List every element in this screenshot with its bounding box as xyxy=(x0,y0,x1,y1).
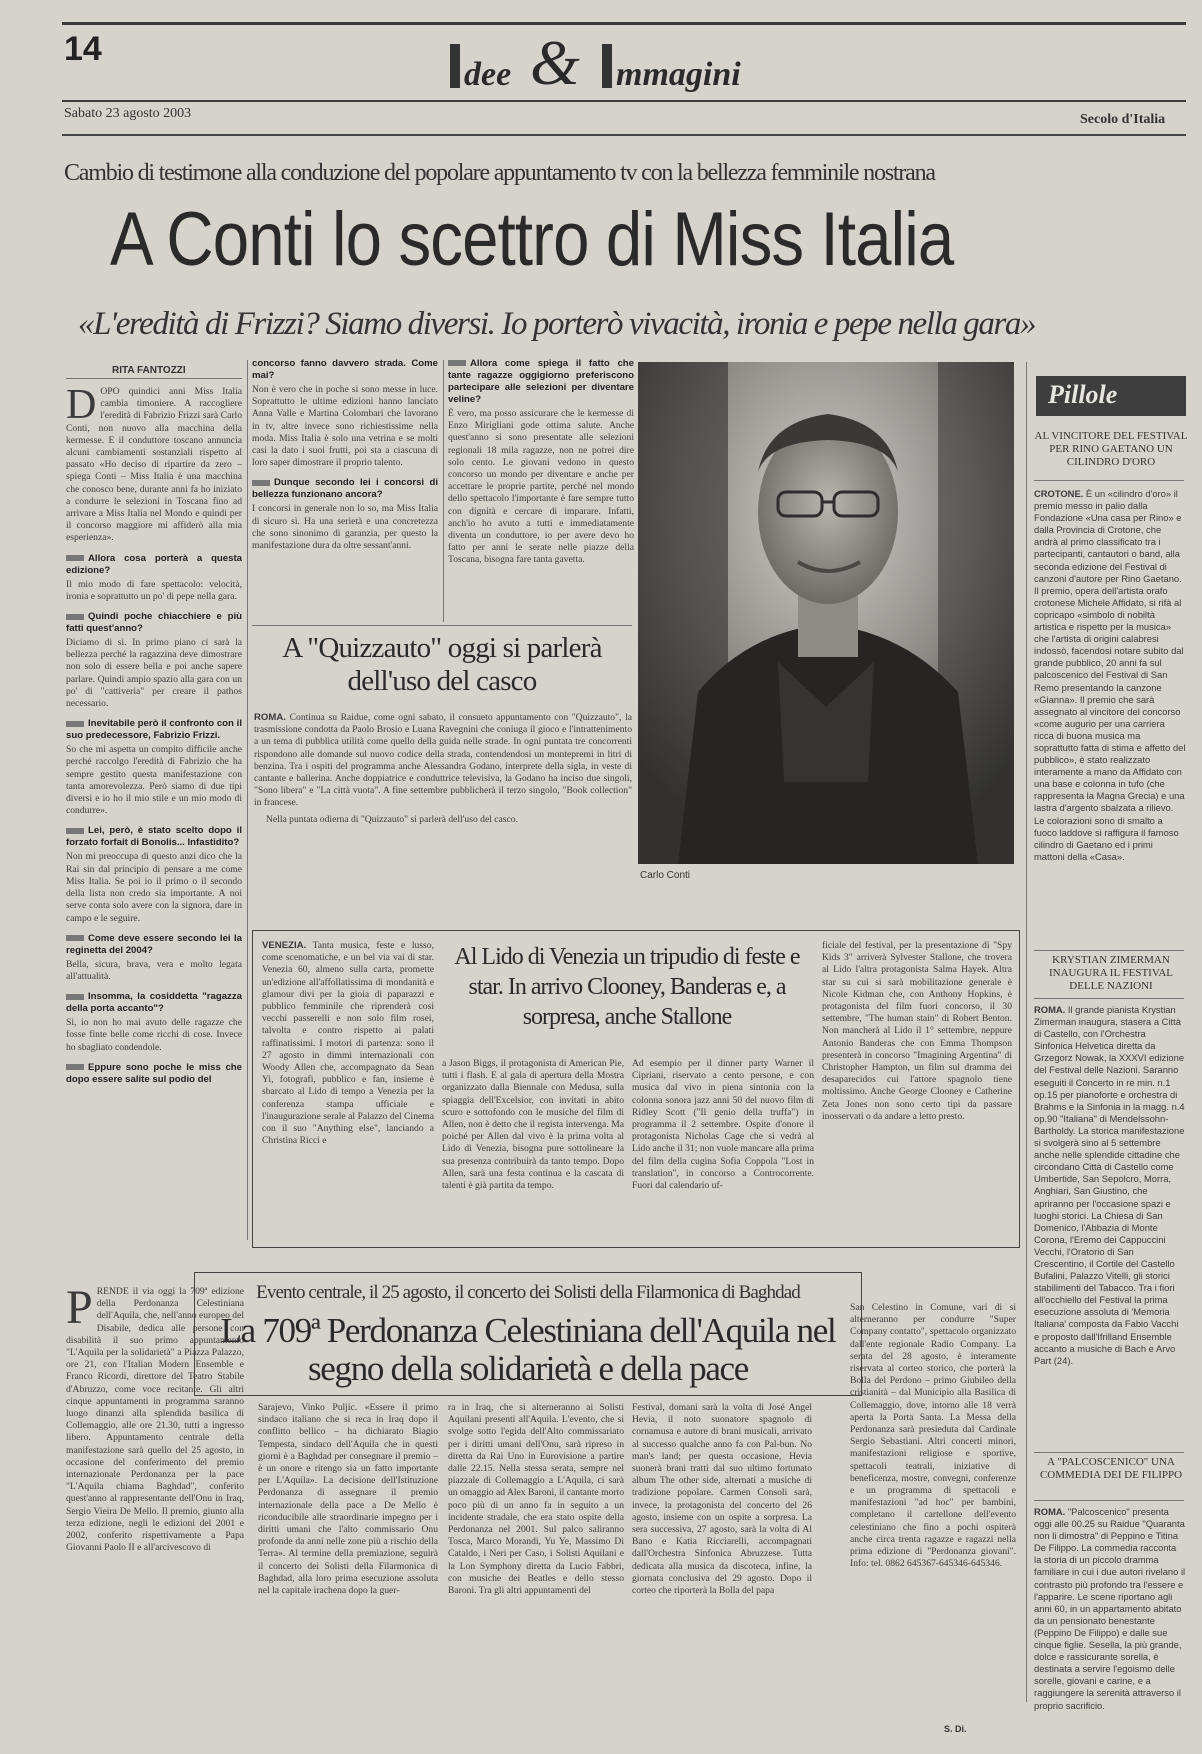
interview-col1 xyxy=(66,386,242,1246)
quizzauto-top-rule xyxy=(252,625,632,626)
perdonanza-col5: San Celestino in Comune, vari di si alterneranno per condurre "Super Company contatto", spettacolo organizzato dall'ente regionale Radio Company. La serata del 28 agosto, è interamente riservata al corteo storico, che porterà la Bolla del Perdono – primo Giubileo della cristianità – dal Municipio alla Basilica di Collemaggio, dove, intorno alle 18 verrà aperta la Porta Santa. La Messa della Perdonanza sarà presieduta dal Cardinale Sergio Sebastiani. Altri concerti minori, manifestazioni religiose e sportive, spettacoli teatrali, iniziative di beneficenza, mostre, convegni, conferenze e un programma di spettacoli e manifestazioni "ad hoc" per bambini, completano il cartellone dell'evento celestiniano che fino a pochi ospiterà anche circa trenta ragazze e ragazzi nella prima edizione di "Perdonanza giovani". Info: tel. 0862 645367-645346-645346. xyxy=(850,1302,1016,1570)
quizzauto-footer: Nella puntata odierna di "Quizzauto" si parlerà dell'uso del casco. xyxy=(266,813,518,825)
pillole-header xyxy=(1036,376,1186,416)
interview-col2 xyxy=(252,358,438,620)
pillola-title: AL VINCITORE DEL FESTIVAL PER RINO GAETANO UN CILINDRO D'ORO xyxy=(1034,430,1188,468)
venezia-col1: VENEZIA. Tanta musica, feste e lusso, come scenomatiche, e un bel via vai di star. Venezia 60, almeno sulla carta, promette un'edizione all'affollatissima di mondanità e glamour divi per la gioia di paparazzi e pubblico femminile che riprenderà cosi vecchi passerelli e non solo film rosei, talvolta e contro rispetto ai palati raffinatissimi. I motori di partenza: sono il 27 agosto in dimmi internazionali con Woody Allen che, accompagnato da Sean Yi, fotografi, pubblico e fan, insieme è sbarcato al Lido di tempo a Venezia per la conferenza stampa ufficiale e l'inaugurazione serale al Palazzo del Cinema con il suo "Anything else", lanciando a Christina Ricci e xyxy=(262,940,434,1147)
main-subheadline: «L'eredità di Frizzi? Siamo diversi. Io porterò vivacità, ironia e pepe nella gara» xyxy=(78,306,1036,342)
question: Lei, però, è stato scelto dopo il forzato forfait di Bonolis... Infastidito? xyxy=(66,825,242,849)
perdonanza-col4: Festival, domani sarà la volta di José Angel Hevia, il noto suonatore spagnolo di cornamusa e autore di brani musicali, arrivato al successo qualche anno fa con Pal-bun. No man's land; per questa occasione, Hevia suonerà brani tratti dal suo ultimo fortunato album The other side, alternati a musiche di tradizione popolare. Carmen Consoli sarà, invece, la protagonista del concerto del 26 agosto, insieme con un ospite a sorpresa. La sera successiva, 27 agosto, sarà la volta di Al Bano e Katia Ricciarelli, accompagnati dall'Orchestra Sinfonica Abruzzese. Tutta dedicata alla musica da discoteca, infine, la giornata conclusiva del 29 agosto. Dopo il corteo che riporterà la Bolla del papa xyxy=(632,1402,812,1597)
venezia-col2: a Jason Biggs, il protagonista di American Pie, tutti i flash. E al gala di apertura della Mostra organizzato dalla Biennale con Medusa, sulla spiaggia dell'Excelsior, con invitati in abito scuro e sottofondo con le musiche del film di Allen, non è detto che il regista intervenga. Ma poiché per Allen dal vivo è la prima volta al Lido di Venezia, bisogna pure sottolineare la sua presenza contribuirà da tanto tempo. Dopo Allen, sarà una festa continua e la cascata di talenti è già partita da tempo. xyxy=(442,1058,624,1192)
interview-lead: OPO quindici anni Miss Italia cambia timoniere. A raccogliere l'eredità di Fabrizio Frizzi sarà Carlo Conti, non nuovo alla macchina della kermesse. E il conduttore toscano annuncia alcuni cambiamenti sostanziali rispetto al passato «Ho deciso di ripartire da zero – spiega Conti – Miss Italia è una macchina che conosco bene, durante anni fa ho iniziato a condurre le selezioni in Toscana fino ad arrivare a Miss Italia nel Mondo e quindi per il concorso maggiore mi affiderò alla mia esperienza». xyxy=(66,386,242,544)
venezia-col3: Ad esempio per il dinner party Warner il Cipriani, riservato a cento persone, e con musica dal vivo in piena sintonia con la colonna sonora jazz anni 50 del nuovo film di Ridley Scott ("Il genio della truffa") in programma il 2 settembre. Ospite d'onore il protagonista Nicholas Cage che si vedrà al Lido anche il 31; non vuole mancare alla prima del film della cugina Sofia Coppola "Lost in translation", in concorso a Controcorrente. Fuori dal calendario uf- xyxy=(632,1058,814,1192)
pillole-label: Pillole xyxy=(1048,380,1118,409)
interview-col3 xyxy=(448,358,634,620)
byline: RITA FANTOZZI xyxy=(112,365,186,376)
main-headline: A Conti lo scettro di Miss Italia xyxy=(110,197,954,282)
perdonanza-kicker: Evento centrale, il 25 agosto, il concerto dei Solisti della Filarmonica di Baghdad xyxy=(256,1282,800,1303)
perdonanza-col1: P RENDE il via oggi la 709ª edizione della Perdonanza Celestiniana dell'Aquila, che, nell'anno europeo del Disabile, dedica alle persone con disabilità il suo primo appuntamento "L'Aquila per la solidarietà" a Piazza Palazzo, ore 21, con l'Italian Modern Ensemble e Franco Ricordi, direttore del Teatro Stabile d'Abruzzo, come voce recitante. Gli altri cinque appuntamenti in programma saranno luogo dinanzi alla splendida basilica di Collemaggio, alle ore 21.30, tutti a ingresso libero. Appuntamento centrale della manifestazione sarà quello del 25 agosto, in occasione del conferimento del premio internazionale Perdonanza per la pace "L'Aquila chiama Baghdad", conferito quest'anno al rappresentante dell'Onu in Iraq, Sergio Vieira De Mello. Il premio, giunto alla terza edizione, negli le edizioni del 2001 e 2002, conferito rispettivamente a Papa Giovanni Paolo II e all'arcivescovo di xyxy=(66,1286,244,1554)
portrait-illustration xyxy=(638,362,1014,864)
masthead-rule-2 xyxy=(62,134,1186,136)
byline-rule xyxy=(66,378,242,379)
col-divider xyxy=(247,360,248,1240)
venezia-col4: ficiale del festival, per la presentazione di "Spy Kids 3" arriverà Sylvester Stallone, che trovera al Lido l'altra protagonista Salma Hayek. Altra star su cui si sarà mobilitazione generale è Nicole Kidman che, con Anthony Hopkins, è protagonista del film fuori concorso, il 30 settembre, "The human stain" di Robert Benton. Non mancherà al Lido il 1° settembre, neppure Antonio Banderas che con Emma Thompson presenterà in concorso "Imagining Argentina" di Christopher Hampton, un film sul dramma dei desaparecidos cui l'attore spagnolo tiene moltissimo. Anche George Clooney e Catherine Zeta Jones non sono certo tipi da passare inosservati o da andare a letto presto. xyxy=(822,940,1012,1122)
section-bar-left xyxy=(450,44,460,88)
pillola-dateline: ROMA. xyxy=(1034,1506,1066,1517)
issue-date: Sabato 23 agosto 2003 xyxy=(64,106,192,121)
main-kicker: Cambio di testimone alla conduzione del popolare appuntamento tv con la bellezza femminile nostrana xyxy=(64,160,935,186)
answer: Non mi preoccupa di questo anzi dico che la Rai sin dal principio di pensare a me come Miss Italia. Se poi io il primo o il secondo della lista non credo sia importante. A noi serve conta solo avere con la signora, dare in campo e le seguire. xyxy=(66,851,242,924)
question: Dunque secondo lei i concorsi di bellezza funzionano ancora? xyxy=(252,477,438,501)
pillola-rule xyxy=(1034,480,1184,481)
perdonanza-col2: Sarajevo, Vinko Puljic. «Essere il primo sindaco italiano che si reca in Iraq dopo il conflitto bellico – ha dichiarato Biagio Tempesta, sindaco dell'Aquila che in questi giorni è a Baghdad per consegnare il premio – è un onore e ritengo sia un fatto importante per L'Aquila». La decisione dell'Istituzione Perdonanza di assegnare il premio internazionale della pace a De Mello è riconducibile alle straordinarie impegno per i diritti umani che l'alto commissario Onu profonde da anni nelle zone più a rischio della Terra». Al termine della premiazione, seguirà il concerto dei Solisti della Filarmonica di Baghdad, alla loro prima esecuzione assoluta nel la capitale irachena dopo la guer- xyxy=(258,1402,438,1597)
answer: Il mio modo di fare spettacolo: velocità, ironia e soprattutto un po' di pepe nella gara. xyxy=(66,578,242,602)
quizzauto-text: Continua su Raidue, come ogni sabato, il consueto appuntamento con "Quizzauto", la trasmissione condotta da Paolo Brosio e Luana Ravegnini che coniuga il gioco e l'intrattenimento a un tema di pubblica utilità come quello della guida nelle strade. In ogni puntata tre concorrenti rispondono alle domande sul nuovo codice della strada, contendendosi un montepremi in litri di benzina. Tra i ospiti del programma anche Alessandra Godano, interprete della sigla, in veste di cantante e ballerina. Anche doppiatrice e conduttrice televisiva, la Godano ha inciso due singoli, "Sono libera" e "La città vuota". A fine settembre pubblicherà il terzo singolo, "Book collection" in francese. xyxy=(254,712,632,809)
answer: So che mi aspetta un compito difficile anche perché raccolgo l'eredità di Fabrizio che ha sempre gestito questa manifestazione con tanta amorevolezza. Però siamo di due tipi diversi e io ho il mio stile e un mio modo di condurre». xyxy=(66,744,242,817)
dropcap-p: P xyxy=(66,1286,93,1334)
quizzauto-body xyxy=(254,712,632,852)
pillola-title: A "PALCOSCENICO" UNA COMMEDIA DEI DE FILIPPO xyxy=(1039,1456,1183,1481)
top-rule xyxy=(62,22,1186,25)
perdonanza-signature: S. Di. xyxy=(944,1724,967,1734)
answer: Diciamo di sì. In primo piano ci sarà la bellezza perché la ragazzina deve dimostrare non solo di essere bella e poi anche sapere parlare. Quindi ampio spazio alla gara con un po' di "cattiveria" per creare il pathos necessario. xyxy=(66,637,242,710)
question: Allora cosa porterà a questa edizione? xyxy=(66,552,242,576)
section-part1: dee xyxy=(464,56,512,93)
pillola-body xyxy=(1034,488,1186,946)
section-ampersand: & xyxy=(530,27,580,98)
pillola-rule xyxy=(1034,1452,1184,1453)
pillola-dateline: CROTONE. xyxy=(1034,488,1084,499)
pillola-rule xyxy=(1034,1500,1184,1501)
section-bar-right xyxy=(602,44,612,88)
sidebar-divider xyxy=(1026,362,1027,1702)
pillola-text: È un «cilindro d'oro» il premio messo in palio dalla Fondazione «Una casa per Rino» e dalla Provincia di Crotone, che andrà al primo classificato tra i partecipanti, cantautori o band, alla seconda edizione del Festival di canzoni d'autore per Rino Gaetano. Il premio, opera dell'artista orafo crotonese Michele Affidato, si rifà al copricapo «simbolo di nobiltà artistica e rispetto per la musica» che l'artista di origini calabresi indossò, facendosi notare subito dal grande pubblico, 20 anni fa sul palcoscenico del Festival di San Remo presentando la canzone «Gianna». Il premio che sarà assegnato al vincitore del concorso «come augurio per una carriera ricca di buona musica ma soprattutto fatta di stima e affetto del pubblico», è stato realizzato interamente a mano da Affidato con una base e colonna in tufo (che rappresenta la Magna Grecia) e una lastra d'argento sbalzata a rilievo. Le colorazioni sono di smalto a fuoco laddove si raffigura il famoso cilindro di Gaetano ed i primi mattoni della «Casa». xyxy=(1034,488,1186,862)
question: Allora come spiega il fatto che tante ragazze oggigiorno preferiscono partecipare alle selezioni per diventare veline? xyxy=(448,358,634,405)
col-divider xyxy=(443,360,444,622)
quizzauto-dateline: ROMA. xyxy=(254,712,286,723)
pillola-title: KRYSTIAN ZIMERMAN INAUGURA IL FESTIVAL DELLE NAZIONI xyxy=(1048,954,1174,992)
answer: Bella, sicura, brava, vera e molto legata all'attualità. xyxy=(66,958,242,982)
dropcap-d: D xyxy=(66,386,97,428)
masthead-rule xyxy=(62,100,1186,102)
pillola-body xyxy=(1034,1004,1186,1446)
section-part2: mmagini xyxy=(616,56,741,93)
quizzauto-title: A "Quizzauto" oggi si parlerà dell'uso del casco xyxy=(282,632,602,697)
pillola-dateline: ROMA. xyxy=(1034,1004,1066,1015)
question: Come deve essere secondo lei la reginetta del 2004? xyxy=(66,932,242,956)
page-number: 14 xyxy=(64,30,102,68)
question: Insomma, la cosiddetta "ragazza della porta accanto"? xyxy=(66,991,242,1015)
pillola-text: Il grande pianista Krystian Zimerman inaugura, stasera a Città di Castello, con l'Orchestra Sinfonica Helvetica diretta da Grzegorz Nowak, la XXXVI edizione del Festival delle Nazioni. Saranno eseguiti il Concerto in re min. n.1 op.15 per pianoforte e orchestra di Brahms e la Sinfonia in la magg. n.4 op.90 "Italiana" di Mendelssohn-Bartholdy. La storica manifestazione si svolgerà sino al 5 settembre anche nelle splendide cittadine che circondano Città di Castello come Umbertide, San Sepolcro, Morra, Anghiari, San Giustino, che apriranno per l'occasione spazi e luoghi storici. La Chiesa di San Domenico, l'Abbazia di Monte Corona, l'Eremo dei Cappuccini Vecchi, l'Oratorio di San Crescentino, il Cortile del Castello Bufalini, Palazzo Vitelli, gli storici stabilimenti del Tabacco. Tra i fiori all'occhiello del Festival la prima esecuzione assoluta di 'Memoria Italiana' composta da Fabio Vacchi e proposto dall'Ifrilland Ensemble accanto a musiche di Bach e Arvo Part (24). xyxy=(1034,1004,1185,1366)
photo-caption: Carlo Conti xyxy=(640,870,691,881)
paper-name: Secolo d'Italia xyxy=(1080,112,1166,127)
answer: Sì, io non ho mai avuto delle ragazze che fosse finte belle come ricchi di cose. Invece ho sbagliato condendole. xyxy=(66,1017,242,1053)
venezia-title: Al Lido di Venezia un tripudio di feste e star. In arrivo Clooney, Banderas e, a sorpresa, anche Stallone xyxy=(454,944,800,1030)
answer: I concorsi in generale non lo so, ma Miss Italia di sicuro sì. Ha una serietà e una concretezza che sono sinonimo di garanzia, per questo la manifestazione dura da oltre sessant'anni. xyxy=(252,503,438,552)
question: Quindi poche chiacchiere e più fatti quest'anno? xyxy=(66,611,242,635)
question: concorso fanno davvero strada. Come mai? xyxy=(252,358,438,381)
pillola-body xyxy=(1034,1506,1186,1736)
answer: Non è vero che in poche si sono messe in luce. Soprattutto le ultime edizioni hanno lanciato Anna Valle e Martina Colombari che lavorano in tv, altre invece sono richiestissime nella moda. Miss Italia è solo una vetrina e se molti casi la dato i suoi frutti, poi sta a ciascuna di loro saper dimostrare il proprio talento. xyxy=(252,384,438,469)
venezia-dateline: VENEZIA. xyxy=(262,940,307,951)
question: Eppure sono poche le miss che dopo essere salite sul podio del xyxy=(66,1061,242,1085)
pillola-text: "Palcoscenico" presenta oggi alle 00.25 su Raidue "Quaranta non li dimostra" di Peppino e Titina De Filippo. La commedia racconta la storia di un piccolo dramma familiare in cui i due autori rivelano il contrasto più profondo tra l'essere e l'apparire. Le scene riportano agli anni 60, in un appartamento abitato da un pensionato benestante (Peppino De Filippo) e dalle sue cinque figlie. Sesella, la più grande, dolce e rassicurante sorella, è destinata a servire l'egoismo delle sorelle, giovani e carine, e a raggiungere la serenità attraverso il proprio sacrificio. xyxy=(1034,1506,1186,1711)
question: Inevitabile però il confronto con il suo predecessore, Fabrizio Frizzi. xyxy=(66,718,242,742)
pillola-rule xyxy=(1034,950,1184,951)
pillola-rule xyxy=(1034,998,1184,999)
perdonanza-col3: ra in Iraq, che si alterneranno ai Solisti Aquilani presenti all'Aquila. L'evento, che si svolge sotto l'egida dell'Alto commissariato per i diritti umani dell'Onu, sarà ripreso in diretta da Rai Uno in Eurovisione a partire dalle 22.15. Nella stessa serata, sempre nel piazzale di Collemaggio a L'Aquila, ci sarà un omaggio ad Alex Baroni, il cantante morto poco più di un anno fa in seguito a un incidente stradale, che era stato ospite della Perdonanza nel 2001. Sul palco saliranno Tosca, Marco Morandi, Yu Ye, Massimo Di Cataldo, i Neri per Caso, i Solisti Aquilani e la Lon Symphony diretta da Lucio Fabbri, con musiche dei Beatles e dello stesso Baroni. Tra gli altri appuntamenti del xyxy=(448,1402,624,1597)
perdonanza-headline: La 709ª Perdonanza Celestiniana dell'Aquila nel segno della solidarietà e della pace xyxy=(220,1311,836,1388)
answer: È vero, ma posso assicurare che le kermesse di Enzo Mirigliani gode ottima salute. Anche quest'anno si sono presentate alle selezioni regionali 18 mila ragazze, non ne potrei dire solo cento. Le giovani vedono in questo concorso un mondo per diventare e anche per accettare le proprie partite, perché nel mondo dello spettacolo l'importante è fare sempre tutto con dignità e cercare di imparare. Infatti, anch'io ho avuto a tutti e immediatamente diventa un conduttore, io per avere devo ho fatto per anni le serate nelle piazze della Toscana, bisogna fare tanta gavetta. xyxy=(448,408,634,566)
carlo-conti-photo xyxy=(638,362,1014,864)
